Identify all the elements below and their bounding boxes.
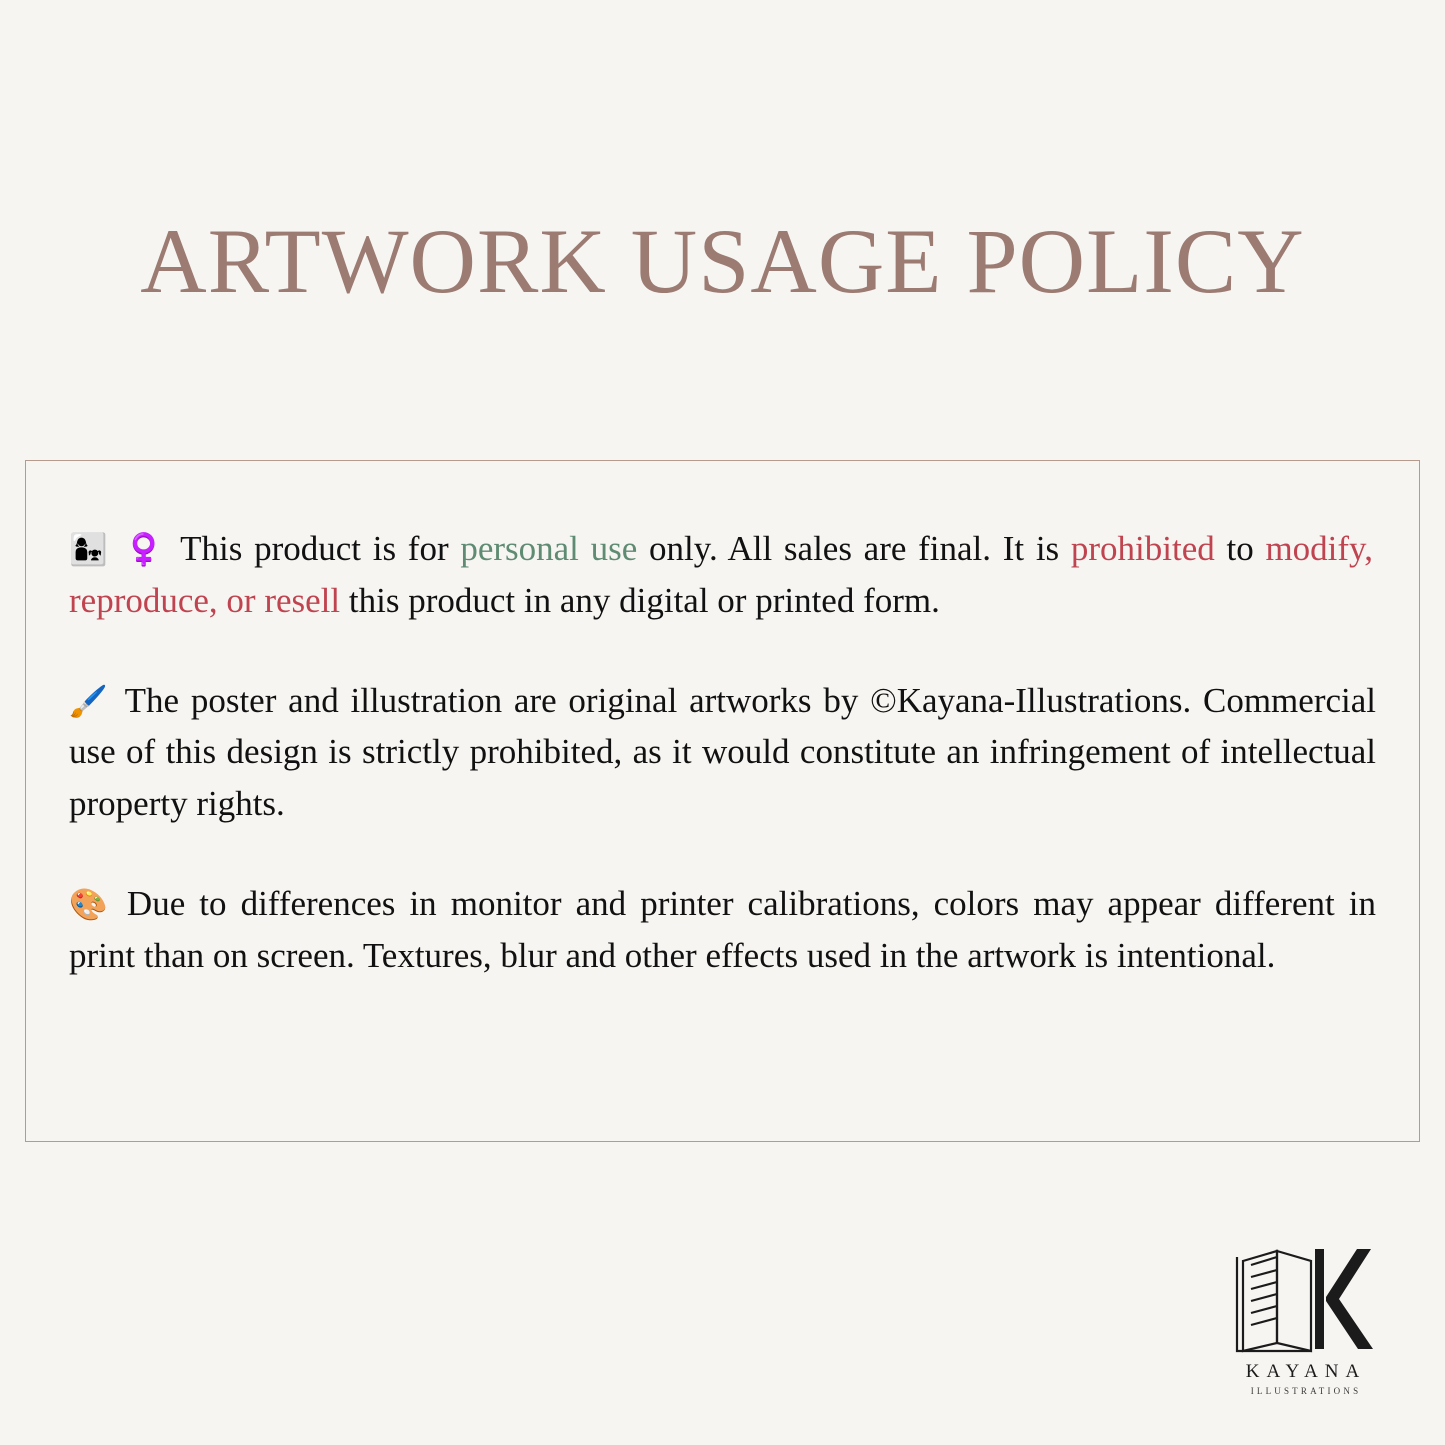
- clause-1-highlight-prohibited: prohibited: [1070, 529, 1215, 568]
- kayana-monogram-icon: [1231, 1239, 1381, 1357]
- policy-box: [25, 460, 1420, 1142]
- policy-clause-original-artwork: [69, 675, 1376, 830]
- clause-1-highlight-personal-use: personal use: [460, 529, 638, 568]
- paintbrush-icon: 🖌️: [69, 683, 111, 720]
- artist-palette-icon: 🎨: [69, 886, 113, 923]
- clause-1-part-1: This product is for: [180, 529, 461, 568]
- clause-1-part-2: only. All sales are final. It is: [637, 529, 1071, 568]
- clause-2-text: The poster and illustration are original artworks by ©Kayana-Illustrations. Commercial use of this design is strictly prohibited, as it would constitute an infringement of intellectual property rights.: [69, 680, 1376, 824]
- policy-box-content: [26, 461, 1419, 982]
- brand-logo: [1211, 1239, 1401, 1409]
- clause-1-part-4: this product in any digital or printed form.: [340, 580, 940, 620]
- female-sign-icon: ♀️: [124, 532, 167, 568]
- brand-subtitle: ILLUSTRATIONS: [1250, 1386, 1362, 1396]
- clause-1-highlight-modify-reproduce-resell: modify, reproduce, or resell: [69, 529, 1374, 620]
- policy-clause-color-calibration: [69, 878, 1376, 982]
- policy-clause-personal-use: [69, 523, 1376, 627]
- clause-1-part-3: to: [1214, 529, 1266, 568]
- family-woman-girl-icon: 👩‍👧: [69, 532, 111, 568]
- page-title: ARTWORK USAGE POLICY: [140, 210, 1305, 312]
- clause-3-text: Due to differences in monitor and printer calibrations, colors may appear different in print than on screen. Textures, blur and other effects used in the artwork is intentional.: [69, 883, 1376, 975]
- brand-name: KAYANA: [1245, 1361, 1367, 1382]
